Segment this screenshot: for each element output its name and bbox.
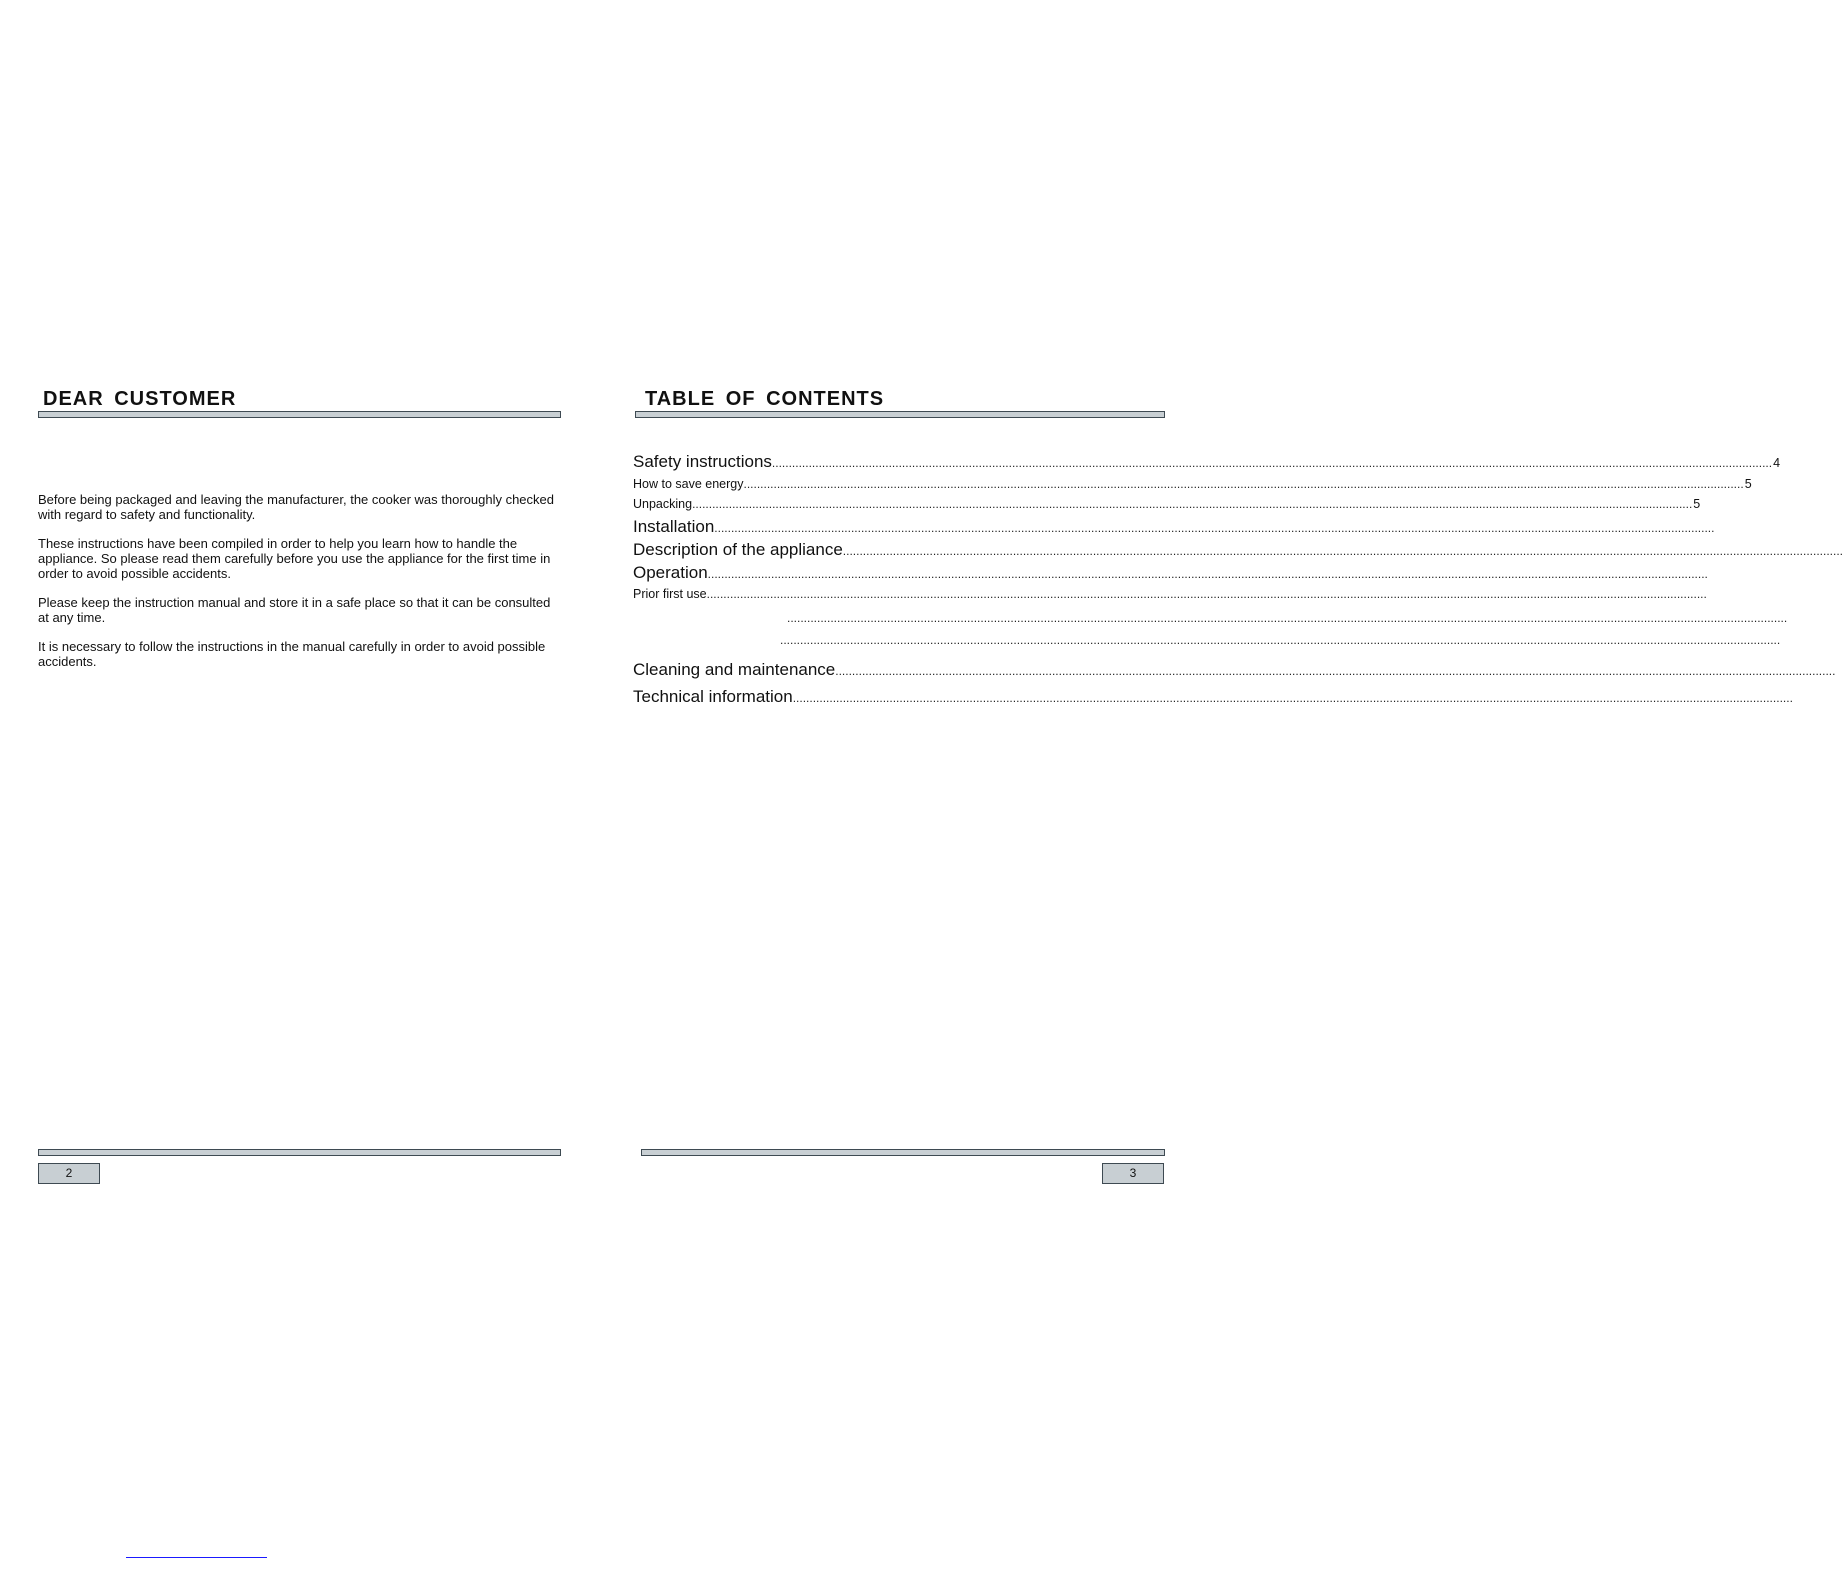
footer-rule-left [38,1149,561,1156]
toc-entry-operation[interactable] [633,563,1708,583]
toc-leader-dots: ............................................................................................................................................................................................................................................................................................................ [707,567,1708,581]
toc-entry-label: Cleaning and maintenance [633,660,836,679]
toc-leader-dots: ............................................................................................................................................................................................................................................................................................................ [692,497,1693,511]
toc-entry-label: Unpacking [633,497,693,511]
toc-entry-page: 4 [1773,456,1781,470]
toc-entry-technical-information[interactable] [633,687,1793,707]
toc-leader-dots: ............................................................................................................................................................................................................................................................................................................ [780,633,1781,647]
toc-entry-label: Description of the appliance [633,540,843,559]
toc-leader-dots: ............................................................................................................................................................................................................................................................................................................ [771,456,1773,470]
toc-leader-dots: ............................................................................................................................................................................................................................................................................................................ [714,521,1715,535]
toc-entry-unpacking[interactable] [633,497,1701,511]
toc-entry-safety-instructions[interactable] [633,452,1781,472]
toc-entry-prior-first-use[interactable] [633,587,1707,601]
toc-entry-label: Technical information [633,687,793,706]
intro-paragraph-4: It is necessary to follow the instructions in the manual carefully in order to avoid possible accidents. [38,639,546,669]
toc-leader-dots: ............................................................................................................................................................................................................................................................................................................ [835,664,1836,678]
toc-entry-page: 5 [1693,497,1701,511]
toc-entry-how-to-save-energy[interactable] [633,477,1752,491]
toc-leader-dots: ............................................................................................................................................................................................................................................................................................................ [787,611,1788,625]
intro-paragraph-1: Before being packaged and leaving the manufacturer, the cooker was thoroughly checked with regard to safety and functionality. [38,492,555,522]
toc-entry-description-of-the-appliance[interactable] [633,540,1843,560]
toc-entry-label: Installation [633,517,715,536]
intro-paragraph-3: Please keep the instruction manual and store it in a safe place so that it can be consulted at any time. [38,595,551,625]
page-number-right: 3 [1102,1163,1164,1184]
toc-leader-dots: ............................................................................................................................................................................................................................................................................................................ [842,544,1843,558]
toc-leader-dots: ............................................................................................................................................................................................................................................................................................................ [743,477,1744,491]
toc-leader-dots: ............................................................................................................................................................................................................................................................................................................ [706,587,1707,601]
heading-rule-right [635,411,1165,418]
heading-rule-left [38,411,561,418]
hyperlink-underline[interactable] [126,1557,267,1558]
toc-entry-label: How to save energy [633,477,744,491]
toc-leader-dots: ............................................................................................................................................................................................................................................................................................................ [792,691,1793,705]
left-page-heading: DEAR CUSTOMER [43,388,237,410]
page-number-left: 2 [38,1163,100,1184]
toc-entry-label: Prior first use [633,587,707,601]
right-page-heading: TABLE OF CONTENTS [645,388,885,410]
toc-entry-page: 5 [1744,477,1752,491]
toc-entry-unlabeled-1[interactable] [787,611,1788,625]
toc-entry-label: Operation [633,563,708,582]
intro-paragraph-2: These instructions have been compiled in order to help you learn how to handle the appliance. So please read them carefully before you use the appliance for the first time in order to avoid possible accidents. [38,536,551,581]
toc-entry-cleaning-and-maintenance[interactable] [633,660,1836,680]
toc-entry-installation[interactable] [633,517,1715,537]
toc-entry-unlabeled-2[interactable] [780,633,1781,647]
footer-rule-right [641,1149,1165,1156]
toc-entry-label: Safety instructions [633,452,772,471]
